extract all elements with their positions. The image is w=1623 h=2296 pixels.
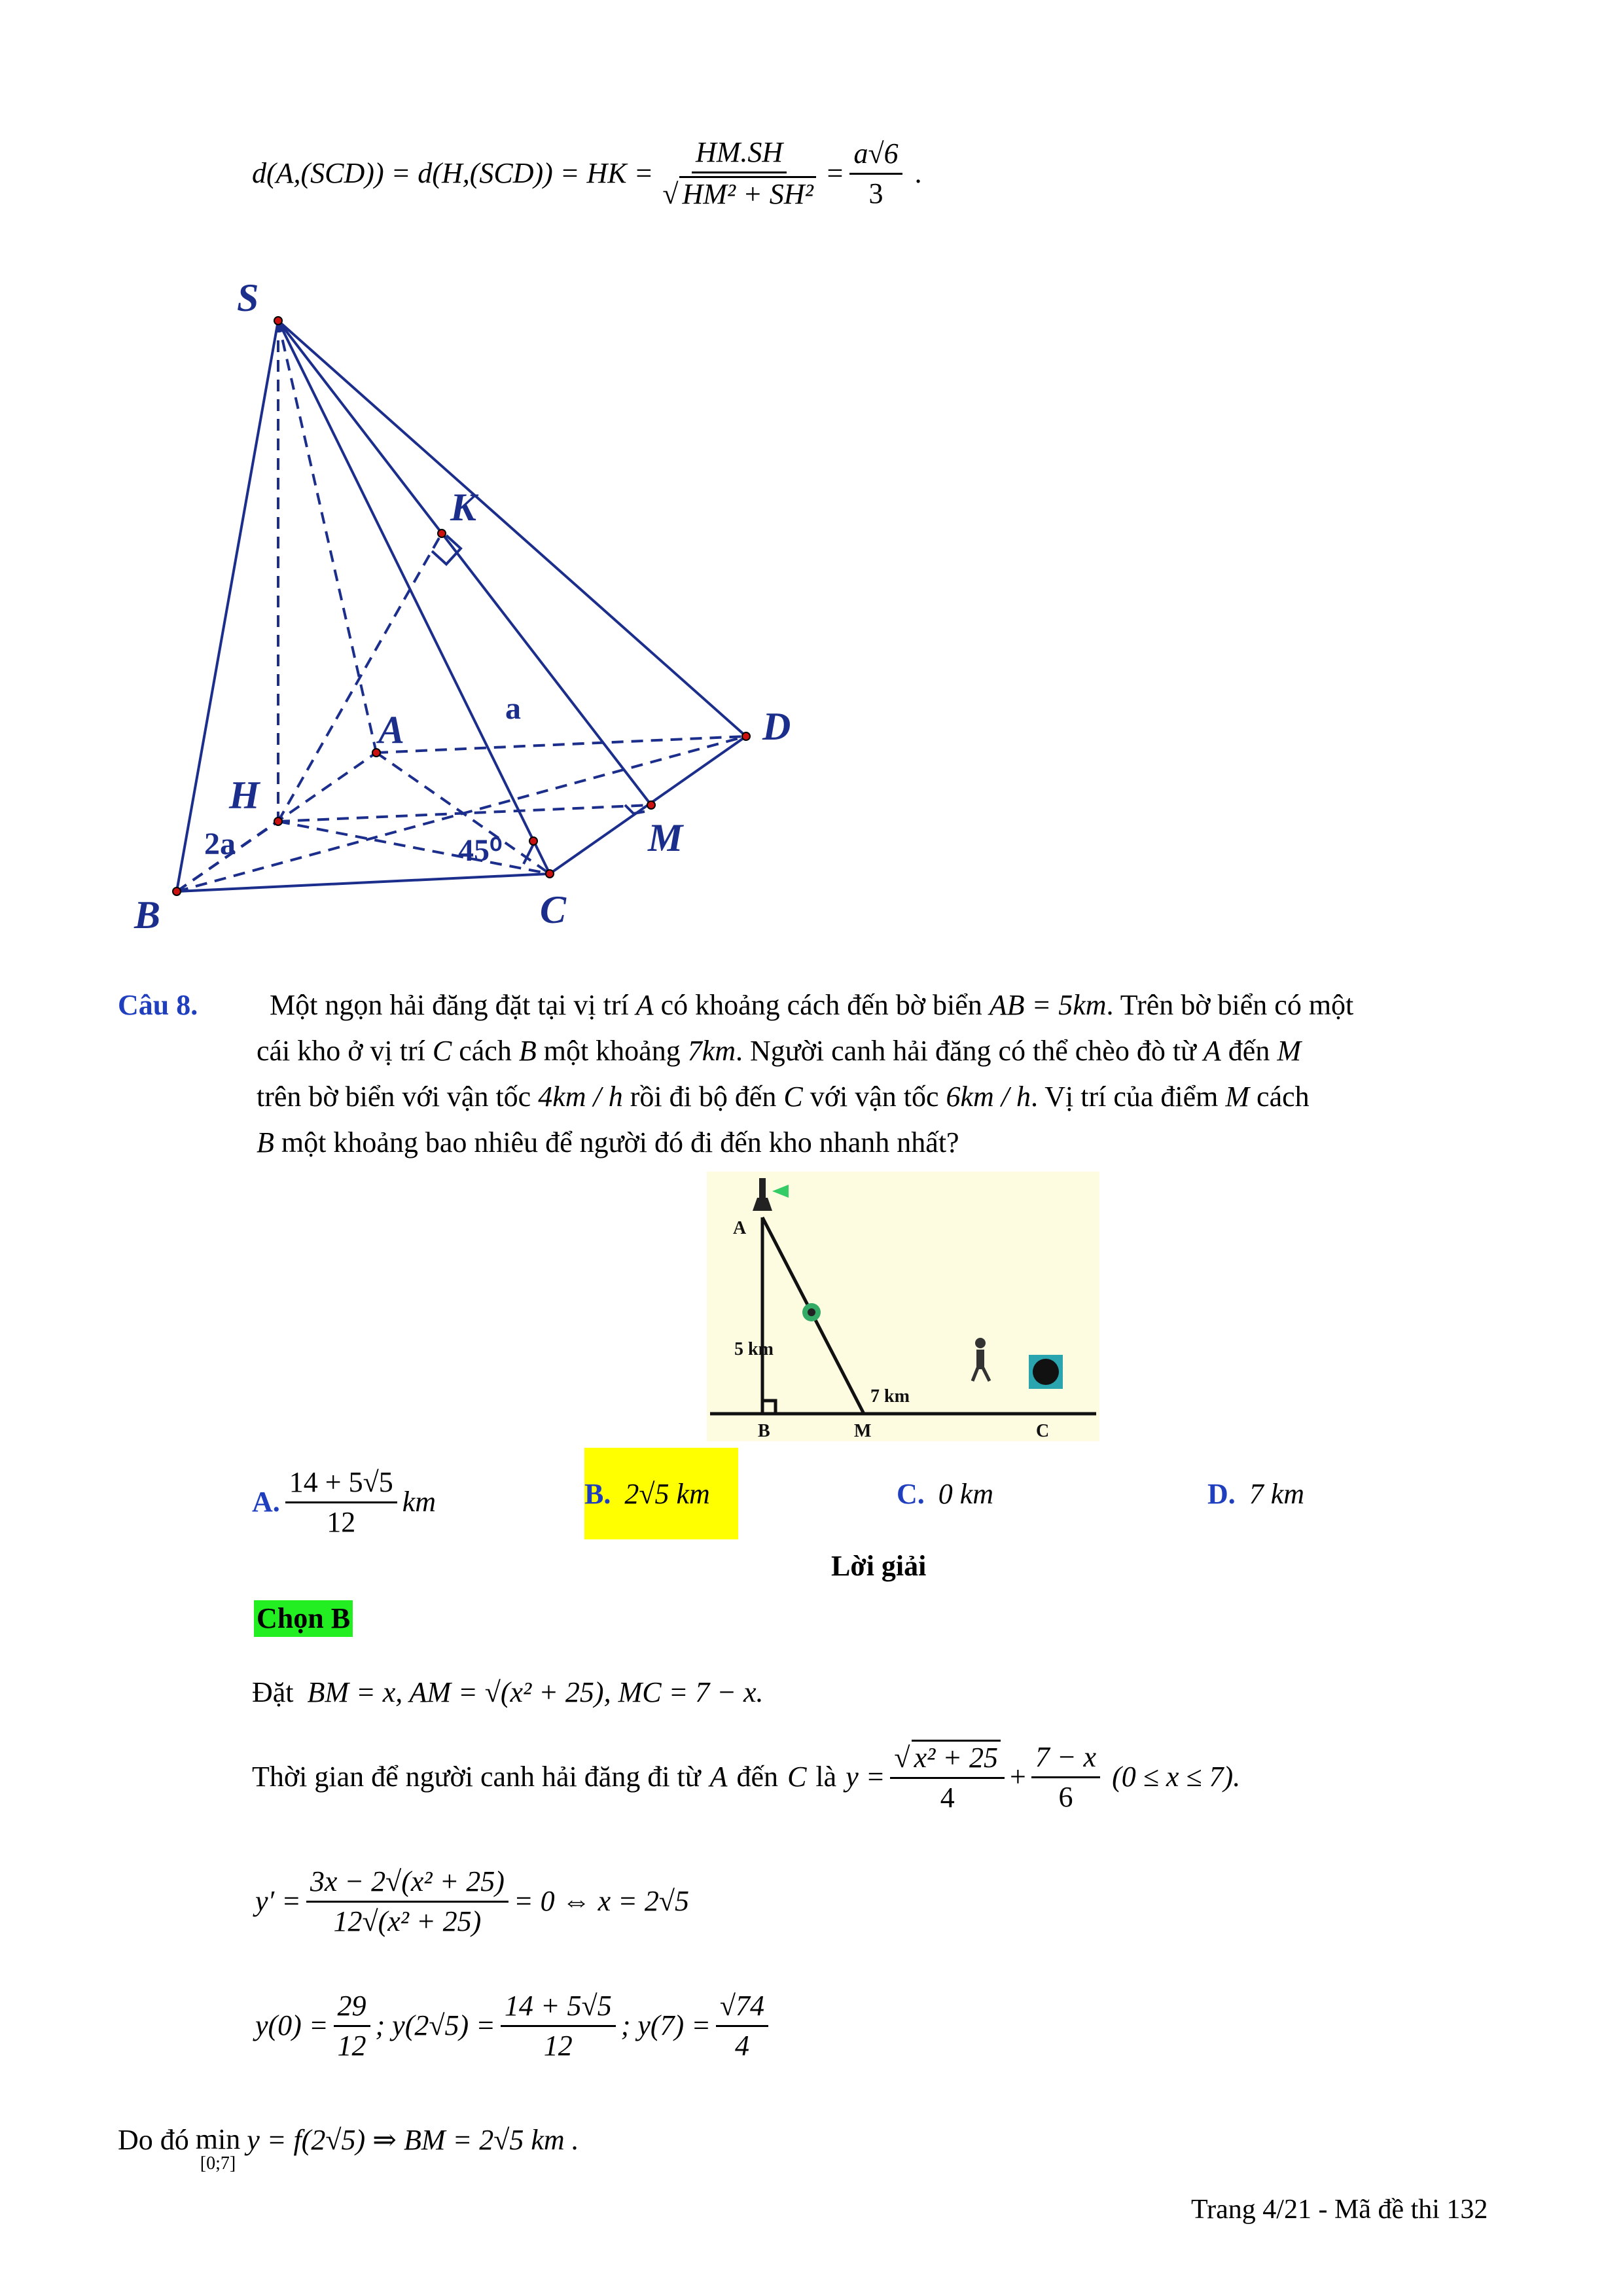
time-function: Thời gian để người canh hải đăng đi từ A đến C là y = $\frac{\text{√ x² + 25}}{4}$ + $\frac{7 - x}{6}$ (0 ≤ x ≤ 7). xyxy=(252,1740,1241,1814)
question-line-2: cái kho ở vị trí C cách B một khoảng 7km. Người canh hải đăng có thể chèo đò từ A đến M xyxy=(257,1035,1301,1067)
label-edge-a: a xyxy=(505,691,521,726)
label-m: M xyxy=(648,816,683,859)
label-fig2-a: A xyxy=(733,1218,747,1238)
boat-icon xyxy=(802,1303,821,1321)
option-b[interactable]: B. 2√5 km xyxy=(584,1478,710,1510)
option-c[interactable]: C. 0 km xyxy=(897,1478,994,1510)
label-fig2-m: M xyxy=(854,1421,872,1441)
label-fig2-7km: 7 km xyxy=(870,1386,910,1407)
edge-sd xyxy=(278,321,746,736)
top-formula-lhs: d(A,(SCD)) = d(H,(SCD)) = HK = xyxy=(252,157,654,189)
label-fig2-b: B xyxy=(758,1421,770,1441)
set-variables: Đặt BM = x, AM = √(x² + 25), MC = 7 − x. xyxy=(252,1676,764,1708)
edge-sb xyxy=(177,321,278,891)
angle-mark-c xyxy=(524,844,533,864)
label-angle: 45⁰ xyxy=(458,833,503,868)
label-fig2-c: C xyxy=(1036,1421,1050,1441)
point-s xyxy=(274,317,282,325)
edge-sc xyxy=(278,321,550,874)
question-line-3: trên bờ biển với vận tốc 4km / h rồi đi bộ đến C với vận tốc 6km / h. Vị trí của điểm M cách xyxy=(257,1081,1310,1113)
warehouse-icon xyxy=(1029,1355,1063,1389)
derivative: y′ = $\frac{\text{3x − 2√(x² + 25)}}{\text{12√(x² + 25)}}$ = 0 ⇔ x = 2√5 xyxy=(255,1865,690,1937)
label-k: K xyxy=(450,486,477,529)
point-b xyxy=(173,888,181,895)
choose-answer: Chọn B xyxy=(254,1600,353,1637)
label-2a: 2a xyxy=(204,827,236,861)
label-h: H xyxy=(229,774,260,817)
values: y(0) = $\frac{29}{12}$ ; y(2√5) = $\frac{14 + 5√5}{12}$ ; y(7) = $\frac{√74}{4}$ xyxy=(255,1977,774,2075)
option-d[interactable]: D. 7 km xyxy=(1207,1478,1305,1510)
point-d xyxy=(742,732,750,740)
label-d: D xyxy=(762,705,791,748)
top-formula: d(A,(SCD)) = d(H,(SCD)) = HK = $\frac{HM.SH}{\text{√ HM² + SH²}}$ = $\frac{a√6}{3}$ . xyxy=(252,136,923,210)
label-b: B xyxy=(134,893,161,937)
top-formula-fraction: $\frac{HM.SH}{\text{√ HM² + SH²}}$ xyxy=(658,136,819,211)
label-a: A xyxy=(378,708,405,751)
label-c: C xyxy=(540,888,567,931)
question-label: Câu 8. xyxy=(118,989,198,1021)
label-s: S xyxy=(237,276,259,319)
question-line-4: B một khoảng bao nhiêu để người đó đi đến kho nhanh nhất? xyxy=(257,1126,959,1158)
top-formula-result: $\frac{a√6}{3}$ xyxy=(849,137,902,210)
conclusion: Do đó min [0;7] y = f(2√5) ⇒ BM = 2√5 km . xyxy=(118,2123,579,2174)
solution-title: Lời giải xyxy=(831,1550,927,1582)
page-footer: Trang 4/21 - Mã đề thi 132 xyxy=(1191,2195,1488,2225)
label-fig2-5km: 5 km xyxy=(734,1339,774,1359)
point-angle xyxy=(529,837,537,845)
pyramid-figure xyxy=(0,249,1623,956)
option-a[interactable]: A. $\frac{14 + 5√5}{12}$ km xyxy=(252,1465,437,1538)
edge-hk xyxy=(278,533,442,821)
point-h xyxy=(274,817,282,825)
edge-hc xyxy=(278,821,550,874)
point-c xyxy=(546,870,554,878)
lighthouse-figure xyxy=(707,1172,1099,1441)
question-line-1: Một ngọn hải đăng đặt tại vị trí A có khoảng cách đến bờ biển AB = 5km. Trên bờ biển có một xyxy=(270,989,1354,1021)
edge-sm xyxy=(278,321,651,805)
point-k xyxy=(438,529,446,537)
edge-bc xyxy=(177,874,550,891)
point-m xyxy=(647,801,655,809)
